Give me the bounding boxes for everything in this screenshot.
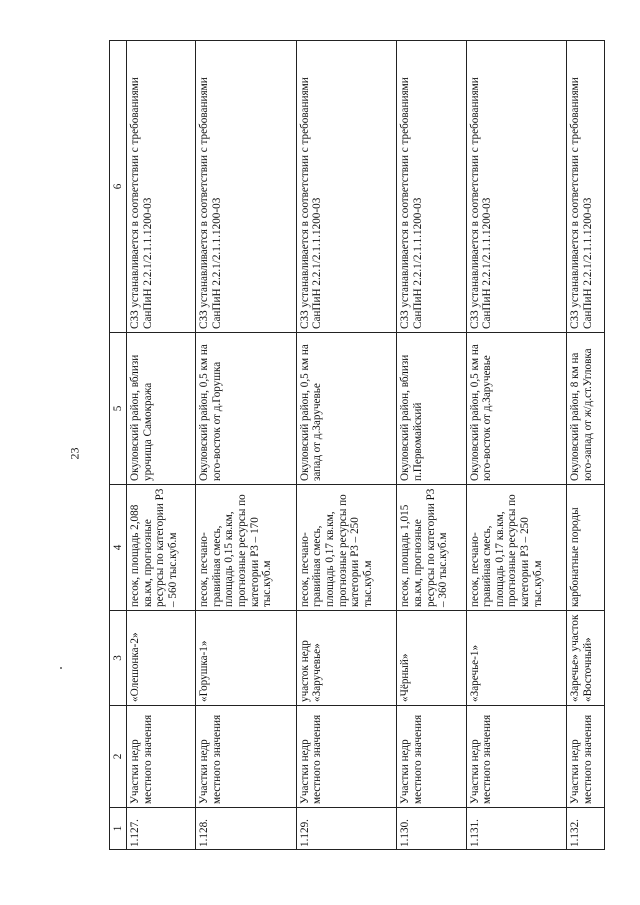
- resources: карбонатные породы: [567, 485, 605, 611]
- header-cell: 4: [110, 485, 127, 611]
- header-cell: 3: [110, 611, 127, 706]
- subsoil-type: Участки недр местного значения: [196, 706, 297, 808]
- subsoil-type: Участки недр местного значения: [567, 706, 605, 808]
- resources: песок, площадь 2,088 кв.км, прогнозные ресурсы по категории Р3 – 560 тыс.куб.м: [127, 485, 196, 611]
- site-name: «Горушка-1»: [196, 611, 297, 706]
- location: Окуловский район, вблизи п.Первомайский: [397, 333, 466, 485]
- sanitary-zone: СЗЗ устанавливается в соответствии с требованиями СанПиН 2.2.1/2.1.1.1200-03: [196, 41, 297, 333]
- sanitary-zone: СЗЗ устанавливается в соответствии с требованиями СанПиН 2.2.1/2.1.1.1200-03: [397, 41, 466, 333]
- header-cell: 2: [110, 706, 127, 808]
- row-number: 1.128.: [196, 808, 297, 850]
- location: Окуловский район, 8 км на юго-запад от ж/д.ст.Угловка: [567, 333, 605, 485]
- rotated-table-wrapper: [109, 40, 605, 850]
- subsoil-type: Участки недр местного значения: [127, 706, 196, 808]
- row-number: 1.132.: [567, 808, 605, 850]
- row-number: 1.127.: [127, 808, 196, 850]
- header-cell: 6: [110, 41, 127, 333]
- location: Окуловский район, 0,5 км на юго-восток от д.Заручевье: [466, 333, 567, 485]
- location: Окуловский район, вблизи урочища Самокража: [127, 333, 196, 485]
- row-number: 1.130.: [397, 808, 466, 850]
- scan-speck: [60, 667, 62, 669]
- table-row: [127, 41, 196, 850]
- location: Окуловский район, 0,5 км на юго-восток от д.Горушка: [196, 333, 297, 485]
- resources: песок, песчано-гравийная смесь, площадь 0,17 кв.км, прогнозные ресурсы по категории Р3 – 250 тыс.куб.м: [466, 485, 567, 611]
- resources: песок, площадь 1,015 кв.км, прогнозные ресурсы по категории Р3 – 360 тыс.куб.м: [397, 485, 466, 611]
- sanitary-zone: СЗЗ устанавливается в соответствии с требованиями СанПиН 2.2.1/2.1.1.1200-03: [567, 41, 605, 333]
- row-number: 1.131.: [466, 808, 567, 850]
- site-name: «Заречье» участок «Восточный»: [567, 611, 605, 706]
- site-name: «Олешонка-2»: [127, 611, 196, 706]
- resources: песок, песчано-гравийная смесь, площадь 0,15 кв.км, прогнозные ресурсы по категории Р3 – 170 тыс.куб.м: [196, 485, 297, 611]
- page-number: 23: [67, 447, 82, 460]
- table-row: [296, 41, 397, 850]
- sanitary-zone: СЗЗ устанавливается в соответствии с требованиями СанПиН 2.2.1/2.1.1.1200-03: [296, 41, 397, 333]
- header-cell: 5: [110, 333, 127, 485]
- subsoil-type: Участки недр местного значения: [466, 706, 567, 808]
- sanitary-zone: СЗЗ устанавливается в соответствии с требованиями СанПиН 2.2.1/2.1.1.1200-03: [127, 41, 196, 333]
- location: Окуловский район, 0,5 км на запад от д.Заручевье: [296, 333, 397, 485]
- header-row: [110, 41, 127, 850]
- mineral-deposits-table: [109, 40, 605, 850]
- table-row: [397, 41, 466, 850]
- site-name: «Чёрный»: [397, 611, 466, 706]
- table-row: [196, 41, 297, 850]
- table-row: [567, 41, 605, 850]
- subsoil-type: Участки недр местного значения: [296, 706, 397, 808]
- subsoil-type: Участки недр местного значения: [397, 706, 466, 808]
- site-name: участок недр «Заручевье»: [296, 611, 397, 706]
- site-name: «Заречье-1»: [466, 611, 567, 706]
- row-number: 1.129.: [296, 808, 397, 850]
- resources: песок, песчано-гравийная смесь, площадь 0,17 кв.км, прогнозные ресурсы по категории Р3 – 250 тыс.куб.м: [296, 485, 397, 611]
- header-cell: 1: [110, 808, 127, 850]
- sanitary-zone: СЗЗ устанавливается в соответствии с требованиями СанПиН 2.2.1/2.1.1.1200-03: [466, 41, 567, 333]
- table-row: [466, 41, 567, 850]
